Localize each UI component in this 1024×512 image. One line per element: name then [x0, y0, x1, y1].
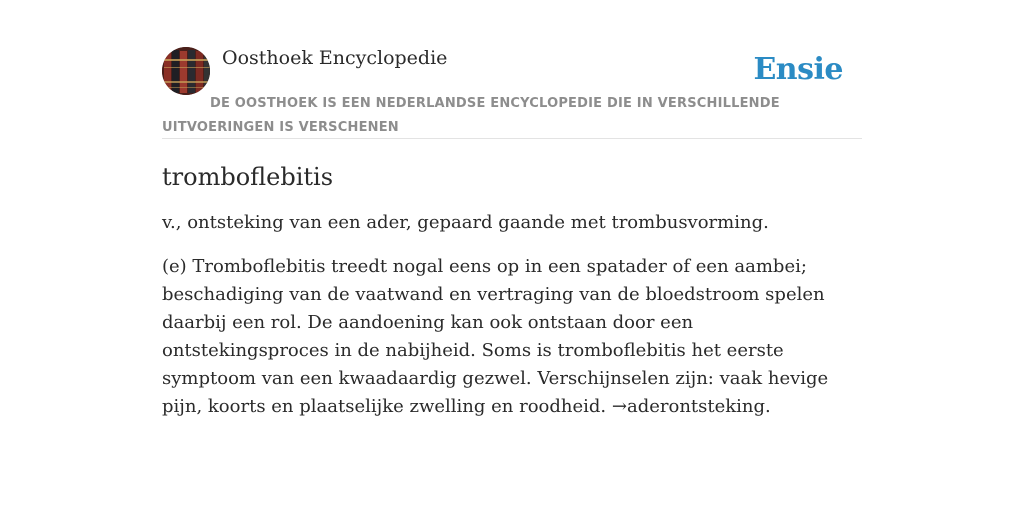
aderontsteking-link[interactable]: →aderontsteking.: [611, 396, 771, 417]
header: [162, 40, 862, 139]
entry-definition: v., ontsteking van een ader, gepaard gaande met trombusvorming.: [162, 212, 769, 233]
entry-body: [162, 253, 862, 421]
site-title[interactable]: Oosthoek Encyclopedie: [222, 47, 448, 69]
encyclopedia-books-icon[interactable]: [162, 47, 210, 95]
entry-body-text: (e) Tromboflebitis treedt nogal eens op in een spatader of een aambei; beschadiging van de vaatwand en vertraging van de bloedstroom spelen daarbij een rol. De aandoening kan ook ontstaan door een ontstekingsproces in de nabijheid. Soms is tromboflebitis het eerste symptoom van een kwaadaardig gezwel. Verschijnselen zijn: vaak hevige pijn, koorts en plaatselijke zwelling en roodheid.: [162, 256, 829, 417]
entry-title: tromboflebitis: [162, 163, 334, 191]
site-subtitle: DE OOSTHOEK IS EEN NEDERLANDSE ENCYCLOPEDIE DIE IN VERSCHILLENDE UITVOERINGEN IS VERSCHENEN: [162, 96, 780, 135]
page-container: [162, 40, 862, 421]
brand-logo[interactable]: Ensie: [753, 52, 843, 87]
